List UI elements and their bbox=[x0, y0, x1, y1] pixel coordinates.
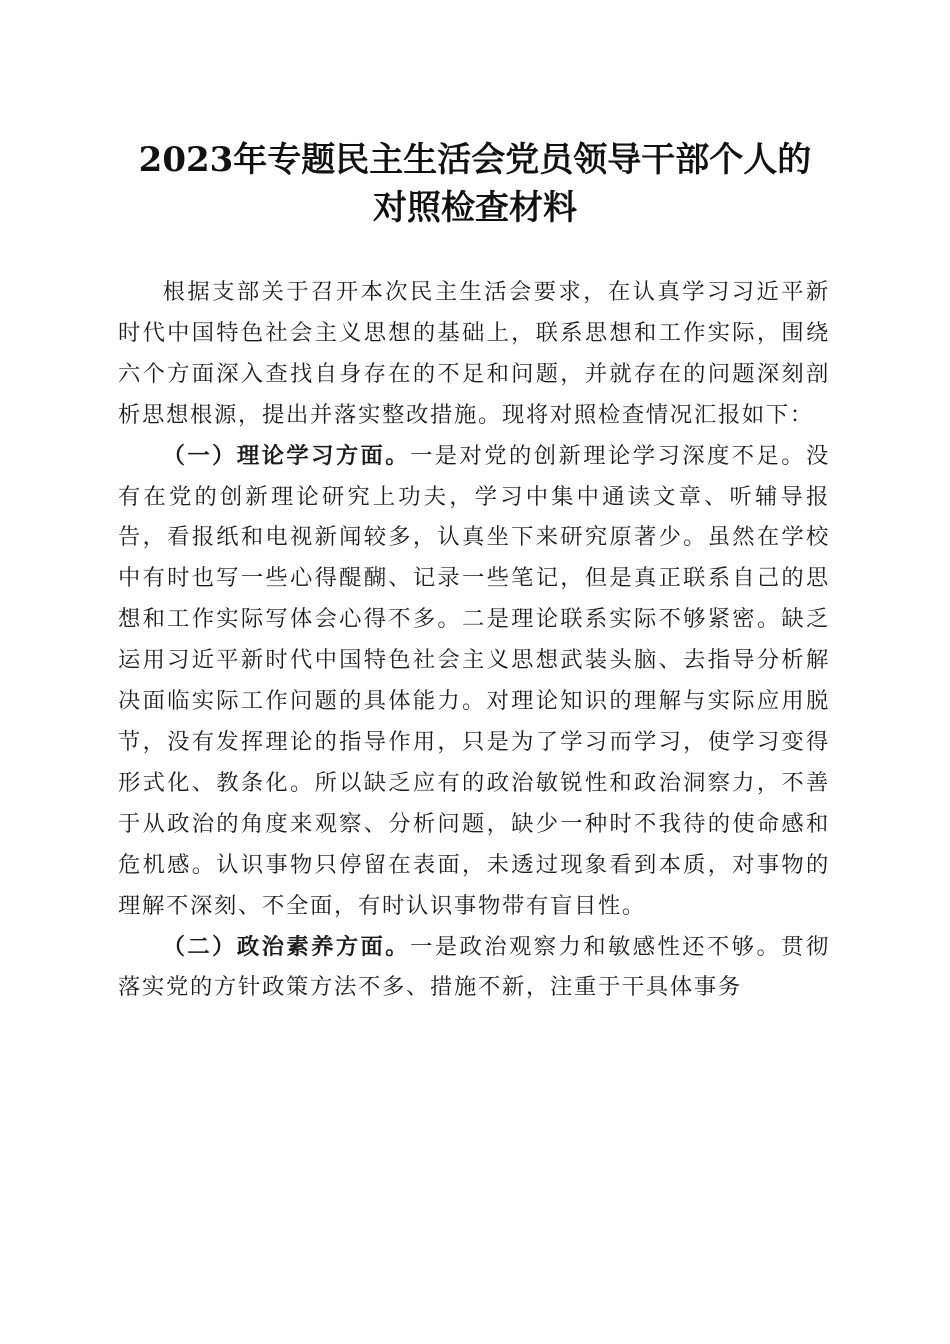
section-political-literacy bbox=[118, 927, 830, 1009]
section-theory-study bbox=[118, 436, 830, 927]
paragraph-text: 一是政治观察力和敏感性还不够。贯彻落实党的方针政策方法不多、措施不新，注重于干具体事务 bbox=[118, 933, 830, 1001]
paragraph-text: 一是对党的创新理论学习深度不足。没有在党的创新理论研究上功夫，学习中集中通读文章、听辅导报告，看报纸和电视新闻较多，认真坐下来研究原著少。虽然在学校中有时也写一些心得醍醐、记录一些笔记，但是真正联系自己的思想和工作实际写体会心得不多。二是理论联系实际不够紧密。缺乏运用习近平新时代中国特色社会主义思想武装头脑、去指导分析解决面临实际工作问题的具体能力。对理论知识的理解与实际应用脱节，没有发挥理论的指导作用，只是为了学习而学习，使学习变得形式化、教条化。所以缺乏应有的政治敏锐性和政治洞察力，不善于从政治的角度来观察、分析问题，缺少一种时不我待的使命感和危机感。认识事物只停留在表面，未透过现象看到本质，对事物的理解不深刻、不全面，有时认识事物带有盲目性。 bbox=[118, 442, 830, 919]
intro-paragraph bbox=[118, 272, 830, 436]
document-body bbox=[118, 272, 830, 1008]
paragraph-text: 根据支部关于召开本次民主生活会要求，在认真学习习近平新时代中国特色社会主义思想的基础上，联系思想和工作实际，围绕六个方面深入查找自身存在的不足和问题，并就存在的问题深刻剖析思想根源，提出并落实整改措施。现将对照检查情况汇报如下： bbox=[118, 279, 830, 428]
section-heading: （一）理论学习方面。 bbox=[162, 442, 411, 469]
document-title-line-1: 2023年专题民主生活会党员领导干部个人的 bbox=[138, 140, 812, 180]
section-heading: （二）政治素养方面。 bbox=[162, 933, 411, 960]
document-title-line-2: 对照检查材料 bbox=[373, 188, 577, 228]
